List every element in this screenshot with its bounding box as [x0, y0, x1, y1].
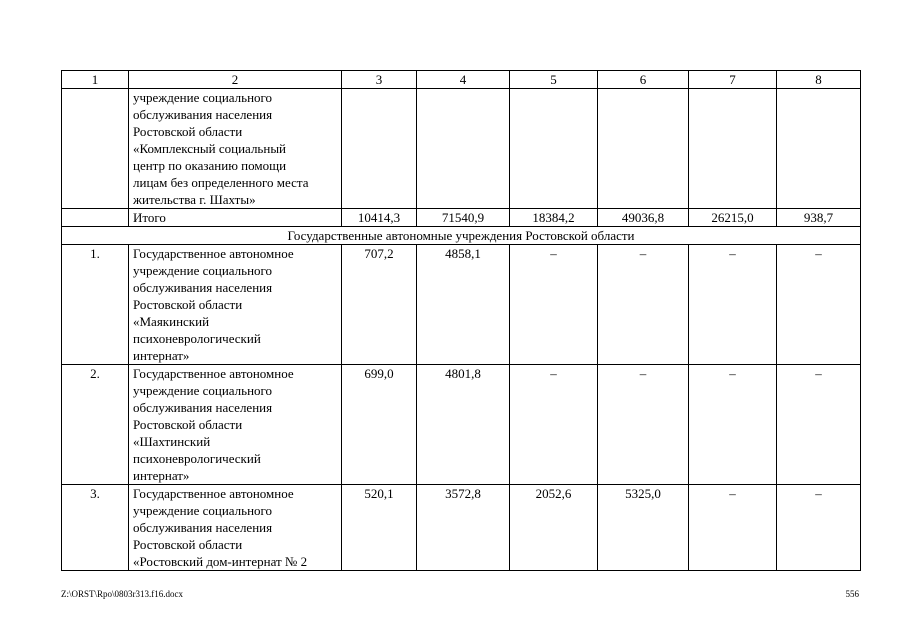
value-cell: –	[777, 245, 861, 365]
name-line: обслуживания населения	[133, 400, 273, 415]
name-line: Государственное автономное	[133, 246, 294, 261]
name-line: обслуживания населения	[133, 280, 273, 295]
name-line: «Шахтинский	[133, 434, 211, 449]
value-cell: 2052,6	[510, 485, 598, 571]
total-row	[62, 209, 861, 227]
column-header: 1	[62, 71, 129, 89]
row-number: 2.	[62, 365, 129, 485]
institution-name-cell	[129, 89, 342, 209]
total-label: Итого	[129, 209, 342, 227]
value-cell	[417, 89, 510, 209]
value-cell: 4858,1	[417, 245, 510, 365]
value-cell: 5325,0	[598, 485, 689, 571]
column-header: 6	[598, 71, 689, 89]
column-header-row	[62, 71, 861, 89]
footer-file-path: Z:\ORST\Rpo\0803r313.f16.docx	[61, 589, 183, 599]
value-cell: –	[777, 365, 861, 485]
value-cell: 520,1	[342, 485, 417, 571]
value-cell: –	[777, 485, 861, 571]
name-line: учреждение социального	[133, 503, 273, 518]
value-cell	[342, 89, 417, 209]
column-header: 4	[417, 71, 510, 89]
value-cell: 3572,8	[417, 485, 510, 571]
name-line: Ростовской области	[133, 124, 243, 139]
value-cell: 707,2	[342, 245, 417, 365]
footer-page-number: 556	[845, 589, 859, 599]
name-line: жительства г. Шахты»	[133, 192, 256, 207]
name-line: Ростовской области	[133, 417, 243, 432]
table-row	[62, 485, 861, 571]
value-cell	[689, 89, 777, 209]
name-line: психоневрологический	[133, 451, 261, 466]
value-cell: –	[689, 245, 777, 365]
name-line: Государственное автономное	[133, 366, 294, 381]
name-line: Ростовской области	[133, 297, 243, 312]
total-value: 18384,2	[510, 209, 598, 227]
name-line: «Маякинский	[133, 314, 210, 329]
row-number: 1.	[62, 245, 129, 365]
section-row	[62, 227, 861, 245]
name-line: «Комплексный социальный	[133, 141, 287, 156]
value-cell: –	[689, 485, 777, 571]
name-line: учреждение социального	[133, 263, 273, 278]
value-cell: 4801,8	[417, 365, 510, 485]
value-cell: –	[598, 365, 689, 485]
total-value: 26215,0	[689, 209, 777, 227]
row-number-cell	[62, 209, 129, 227]
name-line: лицам без определенного места	[133, 175, 309, 190]
row-number-cell	[62, 89, 129, 209]
name-line: «Ростовский дом-интернат № 2	[133, 554, 308, 569]
total-value: 71540,9	[417, 209, 510, 227]
name-line: Государственное автономное	[133, 486, 294, 501]
table-row	[62, 365, 861, 485]
value-cell: –	[689, 365, 777, 485]
name-line: учреждение социального	[133, 90, 273, 105]
column-header: 8	[777, 71, 861, 89]
name-line: психоневрологический	[133, 331, 261, 346]
name-line: интернат»	[133, 468, 190, 483]
value-cell	[510, 89, 598, 209]
value-cell: –	[510, 245, 598, 365]
name-line: учреждение социального	[133, 383, 273, 398]
total-value: 49036,8	[598, 209, 689, 227]
total-value: 10414,3	[342, 209, 417, 227]
name-line: Ростовской области	[133, 537, 243, 552]
row-number: 3.	[62, 485, 129, 571]
value-cell	[598, 89, 689, 209]
institution-name-cell	[129, 245, 342, 365]
institution-name-cell	[129, 365, 342, 485]
column-header: 5	[510, 71, 598, 89]
institution-name-cell	[129, 485, 342, 571]
total-value: 938,7	[777, 209, 861, 227]
table-row	[62, 245, 861, 365]
value-cell	[777, 89, 861, 209]
continued-row	[62, 89, 861, 209]
name-line: центр по оказанию помощи	[133, 158, 287, 173]
section-title: Государственные автономные учреждения Ростовской области	[62, 227, 861, 245]
value-cell: –	[510, 365, 598, 485]
name-line: интернат»	[133, 348, 190, 363]
name-line: обслуживания населения	[133, 107, 273, 122]
column-header: 7	[689, 71, 777, 89]
column-header: 2	[129, 71, 342, 89]
value-cell: –	[598, 245, 689, 365]
name-line: обслуживания населения	[133, 520, 273, 535]
data-table	[61, 70, 861, 571]
value-cell: 699,0	[342, 365, 417, 485]
column-header: 3	[342, 71, 417, 89]
